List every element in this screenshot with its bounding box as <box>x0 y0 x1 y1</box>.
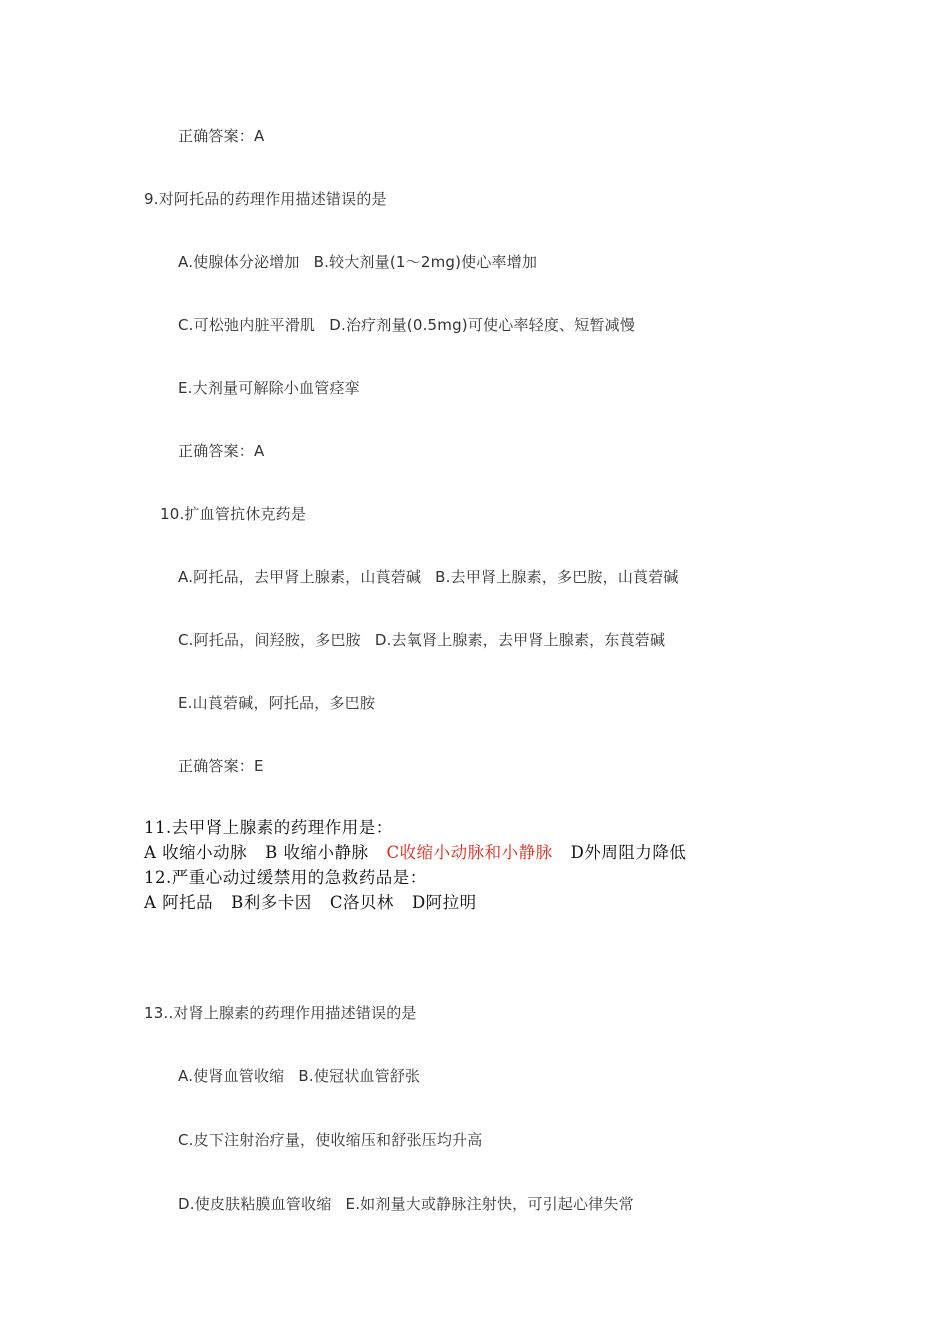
q9-option-e: E.大剂量可解除小血管痉挛 <box>178 379 360 397</box>
q9-options-ab <box>178 252 537 272</box>
q13-question: 13..对肾上腺素的药理作用描述错误的是 <box>144 1004 417 1022</box>
q13-option-a: A.使肾血管收缩 <box>178 1067 285 1085</box>
q9-question: 9.对阿托品的药理作用描述错误的是 <box>144 190 387 208</box>
q13-option-b: B.使冠状血管舒张 <box>298 1067 421 1085</box>
q10-options-ab <box>178 567 679 587</box>
q11-option-a: A 收缩小动脉 <box>144 843 248 862</box>
q10-question: 10.扩血管抗休克药是 <box>160 505 307 523</box>
q9-options-cd <box>178 315 635 335</box>
q12-option-c: C洛贝林 <box>329 893 394 912</box>
q10-options-cd <box>178 630 665 650</box>
q12-option-a: A 阿托品 <box>144 893 214 912</box>
q9-option-c: C.可松弛内脏平滑肌 <box>178 316 316 334</box>
q12-option-b: B利多卡因 <box>231 893 312 912</box>
q10-option-b: B.去甲肾上腺素，多巴胺，山莨菪碱 <box>435 568 679 586</box>
q13-option-c: C.皮下注射治疗量，使收缩压和舒张压均升高 <box>178 1131 483 1149</box>
q12-question: 12.严重心动过缓禁用的急救药品是： <box>144 868 427 887</box>
q13-option-d: D.使皮肤粘膜血管收缩 <box>178 1195 332 1213</box>
q13-options-de <box>178 1194 634 1214</box>
q9-option-d: D.治疗剂量(0.5mg)可使心率轻度、短暂减慢 <box>329 316 636 334</box>
q11-options <box>144 843 686 863</box>
q11-option-c-highlighted: C收缩小动脉和小静脉 <box>386 843 553 862</box>
q13-options-ab <box>178 1066 420 1086</box>
q10-option-a: A.阿托品，去甲肾上腺素，山莨菪碱 <box>178 568 422 586</box>
q9-answer: 正确答案：A <box>178 442 265 460</box>
q11-option-b: B 收缩小静脉 <box>265 843 369 862</box>
q9-option-a: A.使腺体分泌增加 <box>178 253 300 271</box>
q10-option-e: E.山莨菪碱，阿托品，多巴胺 <box>178 694 376 712</box>
q8-answer: 正确答案：A <box>178 127 265 145</box>
q12-options <box>144 893 477 913</box>
q11-question: 11.去甲肾上腺素的药理作用是： <box>144 818 393 837</box>
q10-option-c: C.阿托品，间羟胺，多巴胺 <box>178 631 361 649</box>
q11-option-d: D外周阻力降低 <box>570 843 687 862</box>
q13-option-e: E.如剂量大或静脉注射快，可引起心律失常 <box>345 1195 634 1213</box>
q9-option-b: B.较大剂量(1～2mg)使心率增加 <box>313 253 538 271</box>
q10-option-d: D.去氧肾上腺素，去甲肾上腺素，东莨菪碱 <box>374 631 666 649</box>
q12-option-d: D阿拉明 <box>411 893 477 912</box>
q10-answer: 正确答案：E <box>178 757 264 775</box>
